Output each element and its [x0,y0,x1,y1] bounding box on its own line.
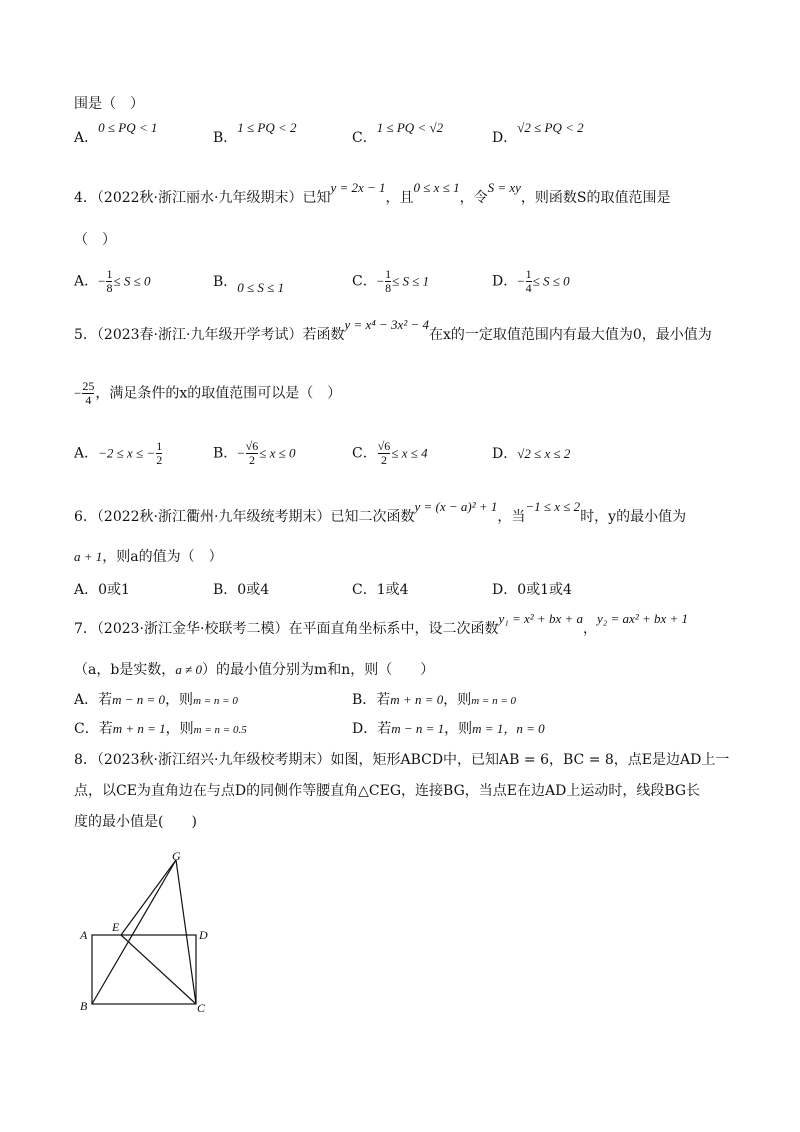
q7-option-d: D．若m − n = 1，则m = 1，n = 0 [352,721,545,737]
q3-option-b: B．1 ≤ PQ < 2 [213,120,297,146]
q3-option-a: A．0 ≤ PQ < 1 [74,120,158,146]
q3-option-d: D．√2 ≤ PQ < 2 [492,120,584,146]
label-g: G [172,850,181,863]
q6-option-a: A．0或1 [74,582,130,598]
q8-stem-line2: 点，以CE为直角边在与点D的同侧作等腰直角△CEG，连接BG，当点E在边AD上运动时，线段BG长 [74,783,701,799]
q7-option-a: A．若m − n = 0，则m = n = 0 [74,692,238,708]
label-e: E [112,920,120,934]
q5-option-b: B．− $\frac{√6}{2}$ ≤ x ≤ 0 [213,439,296,467]
q7-stem-line2: （a，b是实数，a ≠ 0）的最小值分别为m和n，则（ ） [74,662,435,678]
q3-option-c: C．1 ≤ PQ < √2 [352,120,444,146]
segment-gc [176,860,196,1004]
q6-stem-line2: a + 1，则a的值为（ ） [74,549,223,565]
label-d: D [199,928,208,942]
segment-ec [121,935,196,1004]
q4-bracket: （ ） [74,232,116,248]
q8-stem-line3: 度的最小值是( ) [74,814,197,830]
segment-bg [92,860,176,1004]
q4-option-a: A．− $\frac{1}{8}$ ≤ S ≤ 0 [74,267,151,295]
q4-option-b: B．0 ≤ S ≤ 1 [213,274,285,295]
q6-option-b: B．0或4 [213,582,270,598]
rectangle-abcd [92,935,196,1004]
q6-option-c: C．1或4 [352,582,409,598]
q5-option-c: C． $\frac{√6}{2}$ ≤ x ≤ 4 [352,439,428,467]
q4-option-c: C．− $\frac{1}{8}$ ≤ S ≤ 1 [352,267,430,295]
rectangle-figure [74,850,234,1025]
segment-eg [121,860,176,935]
q5-stem-line2: − $\frac{25}{4}$ ，满足条件的x的取值范围可以是（ ） [74,379,342,407]
q5-stem: 5．（2023春·浙江·九年级开学考试）若函数y = x⁴ − 3x² − 4在x的一定取值范围内有最大值为0，最小值为 [74,317,712,343]
label-b: B [80,999,88,1013]
q7-option-c: C．若m + n = 1，则m = n = 0.5 [74,721,247,737]
q4-stem: 4．（2022秋·浙江丽水·九年级期末）已知y = 2x − 1，且0 ≤ x ≤ 1，令S = xy，则函数S的取值范围是 [74,180,671,206]
q6-stem: 6．（2022秋·浙江衢州·九年级统考期末）已知二次函数y = (x − a)² + 1，当−1 ≤ x ≤ 2时，y的最小值为 [74,499,687,525]
q3-tail: 围是（ ） [74,96,144,112]
q4-option-d: D．− $\frac{1}{4}$ ≤ S ≤ 0 [492,267,570,295]
label-a: A [80,928,88,942]
q7-stem: 7．（2023·浙江金华·校联考二模）在平面直角坐标系中，设二次函数y₁ = x² + bx + a，y₂ = ax² + bx + 1 [74,611,689,637]
q8-stem: 8．（2023秋·浙江绍兴·九年级校考期末）如图，矩形ABCD中，已知AB = 6，BC = 8，点E是边AD上一 [74,752,730,768]
label-c: C [197,1001,206,1015]
q5-option-a: A．−2 ≤ x ≤ − $\frac{1}{2}$ [74,439,163,467]
q6-option-d: D．0或1或4 [492,582,572,598]
q7-option-b: B．若m + n = 0，则m = n = 0 [352,692,517,708]
q5-option-d: D．√2 ≤ x ≤ 2 [492,446,571,462]
